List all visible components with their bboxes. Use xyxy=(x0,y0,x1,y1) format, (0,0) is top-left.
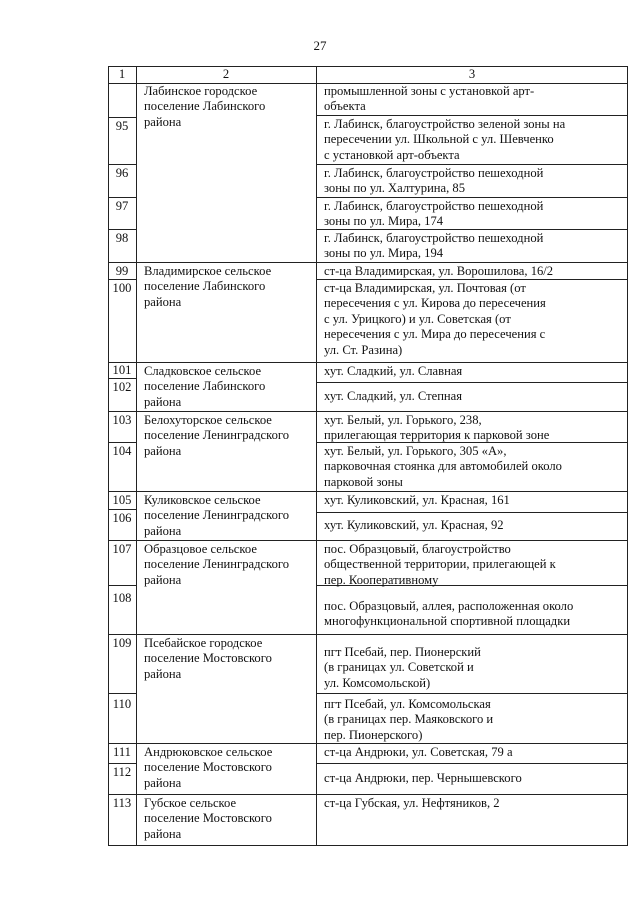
municipality-cell: Образцовое сельское поселение Ленинградского района xyxy=(144,542,290,587)
object-description: ст-ца Андрюки, пер. Чернышевского xyxy=(324,771,522,785)
row-number: 112 xyxy=(112,765,132,779)
object-description: хут. Куликовский, ул. Красная, 161 xyxy=(324,493,510,507)
row-divider xyxy=(316,197,628,198)
object-description: пгт Псебай, пер. Пионерский (в границах ул. Советской и ул. Комсомольской) xyxy=(324,645,481,690)
row-number: 97 xyxy=(115,199,129,213)
object-description: г. Лабинск, благоустройство зеленой зоны на пересечении ул. Школьной с ул. Шевченко с установкой арт-объекта xyxy=(324,117,566,162)
municipality-cell: Сладковское сельское поселение Лабинского района xyxy=(144,364,266,409)
group-divider xyxy=(108,362,628,363)
group-divider xyxy=(108,262,628,263)
object-description: ст-ца Владимирская, ул. Ворошилова, 16/2 xyxy=(324,264,554,278)
border-right xyxy=(627,66,628,846)
municipality-cell: Лабинское городское поселение Лабинского района xyxy=(144,84,266,129)
row-divider xyxy=(316,382,628,383)
municipality-cell: Псебайское городское поселение Мостовского района xyxy=(144,636,272,681)
municipality-cell: Владимирское сельское поселение Лабинского района xyxy=(144,264,272,309)
object-description: хут. Сладкий, ул. Славная xyxy=(324,364,463,378)
row-number: 109 xyxy=(112,636,132,650)
row-divider xyxy=(108,229,136,230)
row-number: 111 xyxy=(113,745,131,759)
row-divider xyxy=(108,442,136,443)
row-divider xyxy=(108,117,136,118)
row-number: 113 xyxy=(112,796,132,810)
object-description: хут. Куликовский, ул. Красная, 92 xyxy=(324,518,504,532)
row-divider xyxy=(316,115,628,116)
row-divider xyxy=(316,512,628,513)
page-number: 27 xyxy=(313,38,327,53)
row-divider xyxy=(316,763,628,764)
object-description: г. Лабинск, благоустройство пешеходной зоны по ул. Халтурина, 85 xyxy=(324,166,544,196)
header-col-2: 2 xyxy=(222,67,230,81)
object-description: хут. Белый, ул. Горького, 305 «А», парковочная стоянка для автомобилей около парковой зоны xyxy=(324,444,562,489)
object-description: пос. Образцовый, аллея, расположенная около многофункциональной спортивной площадки xyxy=(324,599,574,629)
row-divider xyxy=(108,585,136,586)
object-description: ст-ца Губская, ул. Нефтяников, 2 xyxy=(324,796,500,810)
group-divider xyxy=(108,634,628,635)
row-number: 99 xyxy=(115,264,129,278)
row-divider xyxy=(316,164,628,165)
row-divider xyxy=(108,763,136,764)
header-col-3: 3 xyxy=(468,67,476,81)
row-number: 102 xyxy=(112,380,132,394)
group-divider xyxy=(108,411,628,412)
row-number: 103 xyxy=(112,413,132,427)
object-description: г. Лабинск, благоустройство пешеходной зоны по ул. Мира, 174 xyxy=(324,199,544,229)
row-number: 96 xyxy=(115,166,129,180)
row-number: 100 xyxy=(112,281,132,295)
registry-table xyxy=(108,66,628,846)
object-description: хут. Белый, ул. Горького, 238, прилегающая территория к парковой зоне xyxy=(324,413,550,443)
row-number: 101 xyxy=(112,363,132,377)
object-description: г. Лабинск, благоустройство пешеходной зоны по ул. Мира, 194 xyxy=(324,231,544,261)
row-number: 106 xyxy=(112,511,132,525)
column-divider-2 xyxy=(316,66,317,846)
object-description: пос. Образцовый, благоустройство общественной территории, прилегающей к пер. Кооперативному xyxy=(324,542,556,587)
row-number: 105 xyxy=(112,493,132,507)
header-col-1: 1 xyxy=(118,67,126,81)
row-divider xyxy=(108,197,136,198)
continuation-text: промышленной зоны с установкой арт- объекта xyxy=(324,84,535,114)
municipality-cell: Куликовское сельское поселение Ленинградского района xyxy=(144,493,290,538)
object-description: ст-ца Владимирская, ул. Почтовая (от пересечения с ул. Кирова до пересечения с ул. Урицкого) и ул. Советская (от нересечения с ул. Мира до пересечения с ул. Ст. Разина) xyxy=(324,281,546,357)
row-number: 98 xyxy=(115,231,129,245)
group-divider xyxy=(108,794,628,795)
municipality-cell: Губское сельское поселение Мостовского района xyxy=(144,796,272,841)
row-number: 108 xyxy=(112,591,132,605)
row-divider xyxy=(108,693,136,694)
border-bottom xyxy=(108,845,628,846)
row-number: 107 xyxy=(112,542,132,556)
row-number: 104 xyxy=(112,444,132,458)
municipality-cell: Андрюковское сельское поселение Мостовского района xyxy=(144,745,273,790)
group-divider xyxy=(108,491,628,492)
column-divider-1 xyxy=(136,66,137,846)
row-number: 110 xyxy=(112,697,132,711)
object-description: ст-ца Андрюки, ул. Советская, 79 а xyxy=(324,745,513,759)
group-divider xyxy=(108,540,628,541)
row-number: 95 xyxy=(115,119,129,133)
row-divider xyxy=(316,693,628,694)
municipality-cell: Белохуторское сельское поселение Ленинградского района xyxy=(144,413,290,458)
object-description: пгт Псебай, ул. Комсомольская (в границах пер. Маяковского и пер. Пионерского) xyxy=(324,697,494,742)
row-divider xyxy=(108,509,136,510)
row-divider xyxy=(108,164,136,165)
object-description: хут. Сладкий, ул. Степная xyxy=(324,389,463,403)
